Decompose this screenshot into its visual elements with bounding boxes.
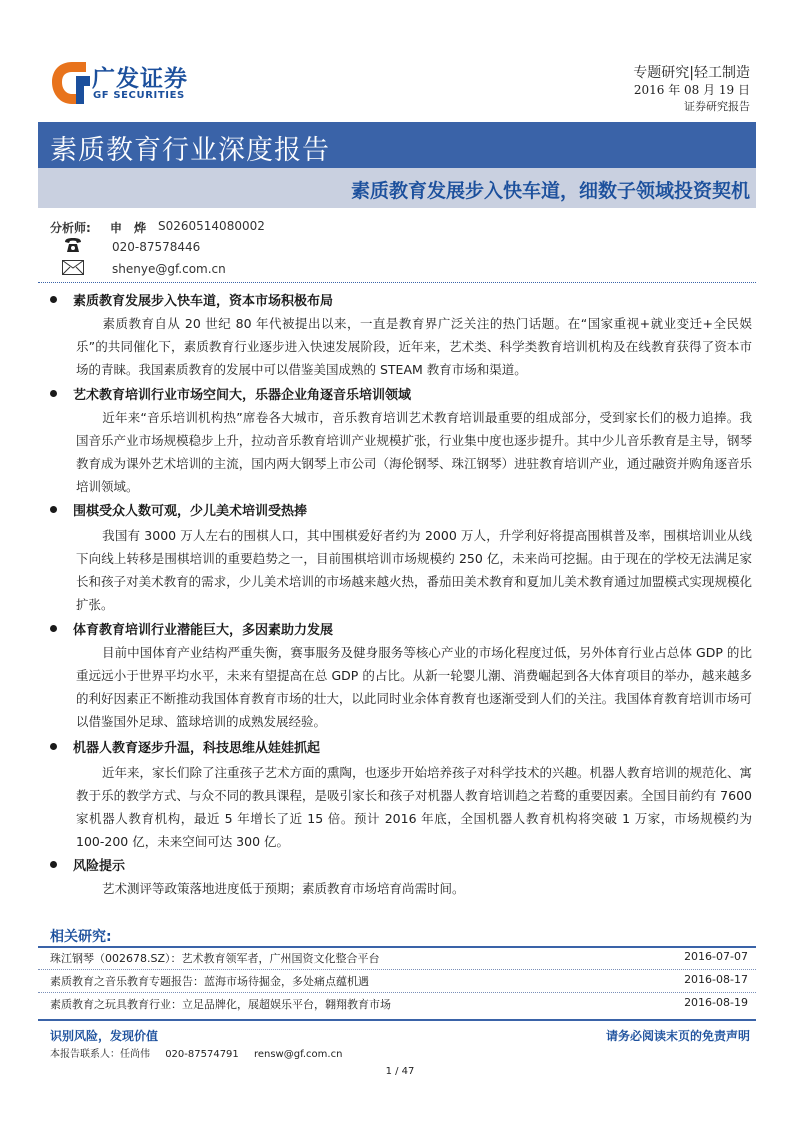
section-body: 艺术测评等政策落地进度低于预期；素质教育市场培育尚需时间。 [102, 881, 465, 896]
related-item-title[interactable]: 珠江钢琴（002678.SZ）：艺术教育领军者，广州国资文化整合平台 [50, 952, 380, 965]
divider [38, 992, 756, 993]
section-heading: 素质教育发展步入快车道，资本市场积极布局 [50, 290, 333, 309]
analyst-label: 分析师: [50, 221, 91, 235]
section-heading: 机器人教育逐步升温，科技思维从娃娃抓起 [50, 737, 320, 756]
divider [38, 282, 756, 283]
analyst-name: 申 烨 [110, 221, 147, 235]
footer-slogan: 识别风险，发现价值 [50, 1029, 159, 1043]
analyst-email[interactable]: shenye@gf.com.cn [112, 262, 226, 276]
phone-icon [64, 237, 82, 253]
section-body: 目前中国体育产业结构严重失衡，赛事服务及健身服务等核心产业的市场化程度过低，另外体育行业占总体 GDP 的比重远远小于世界平均水平，未来有望提高在总 GDP 的占比。从新一轮婴儿潮、消费崛起到各大体育项目的举办，越来越多的利好因素正不断推动我国体育教育市场的壮大，以此同时业余体育教育也逐渐受到人们的关注。我国体育教育培训市场可以借鉴国外足球、篮球培训的成熟发展经验。 [76, 645, 752, 729]
related-item-date: 2016-08-19 [684, 996, 748, 1009]
divider [38, 1019, 756, 1021]
mail-icon [62, 260, 84, 275]
divider [38, 946, 756, 948]
report-date: 2016 年 08 月 19 日 [633, 83, 750, 97]
footer-disclaimer-note: 请务必阅读末页的免责声明 [605, 1029, 750, 1043]
related-item-date: 2016-08-17 [684, 973, 748, 986]
bullet-icon [50, 743, 57, 750]
related-item-title[interactable]: 素质教育之玩具教育行业：立足品牌化，展超娱乐平台，翱翔教育市场 [50, 998, 391, 1011]
bullet-icon [50, 506, 57, 513]
section-body: 我国有 3000 万人左右的围棋人口，其中围棋爱好者约为 2000 万人，升学利好将提高围棋普及率，围棋培训业从线下向线上转移是围棋培训的重要趋势之一，目前围棋培训市场规模约 250 亿，未来尚可挖掘。由于现在的学校无法满足家长和孩子对美术教育的需求，少儿美术培训的市场越来越火热，番茄田美术教育和夏加儿美术教育通过加盟模式实现规模化扩张。 [76, 528, 752, 612]
divider [38, 969, 756, 970]
related-item[interactable] [50, 950, 748, 966]
report-title: 素质教育行业深度报告 [50, 135, 330, 166]
analyst-cert-number: S0260514080002 [158, 219, 265, 233]
related-item-title[interactable]: 素质教育之音乐教育专题报告：蓝海市场待掘金，多处痛点蕴机遇 [50, 975, 369, 988]
report-type: 证券研究报告 [684, 100, 750, 113]
section-body: 近年来，家长们除了注重孩子艺术方面的熏陶，也逐步开始培养孩子对科学技术的兴趣。机器人教育培训的规范化、寓教于乐的教学方式、与众不同的教具课程，是吸引家长和孩子对机器人教育培训趋之若鹜的重要因素。全国目前约有 7600 家机器人教育机构，最近 5 年增长了近 15 倍。预计 2016 年底，全国机器人教育机构将突破 1 万家，市场规模约为 100-200 亿，未来空间可达 300 亿。 [76, 765, 753, 849]
section-heading: 围棋受众人数可观，少儿美术培训受热捧 [50, 500, 307, 519]
related-item[interactable] [50, 973, 748, 989]
bullet-icon [50, 390, 57, 397]
footer-contact [50, 1045, 354, 1060]
bullet-icon [50, 861, 57, 868]
analyst-phone: 020-87578446 [112, 240, 201, 254]
section-body: 素质教育自从 20 世纪 80 年代被提出以来，一直是教育界广泛关注的热门话题。在“国家重视+就业变迁+全民娱乐”的共同催化下，素质教育行业逐步进入快速发展阶段，近年来，艺术类、科学类教育培训机构及在线教育获得了资本市场的青睐。我国素质教育的发展中可以借鉴美国成熟的 STEAM 教育市场和渠道。 [76, 316, 752, 377]
bullet-icon [50, 296, 57, 303]
report-subtitle: 素质教育发展步入快车道，细数子领域投资契机 [350, 180, 750, 202]
related-item[interactable] [50, 996, 748, 1012]
logo-chinese-name: 广发证券 [92, 66, 188, 92]
related-item-date: 2016-07-07 [684, 950, 748, 963]
bullet-icon [50, 625, 57, 632]
section-body: 近年来“音乐培训机构热”席卷各大城市，音乐教育培训艺术教育培训最重要的组成部分，受到家长们的极力追捧。我国音乐产业市场规模稳步上升，拉动音乐教育培训产业规模扩张，行业集中度也逐步提升。其中少儿音乐教育是主导，钢琴教育成为课外艺术培训的主流，国内两大钢琴上市公司（海伦钢琴、珠江钢琴）进驻教育培训产业，通过融资并购角逐音乐培训领域。 [76, 410, 752, 494]
section-heading: 风险提示 [50, 855, 125, 874]
related-research-title: 相关研究: [50, 929, 112, 945]
report-category: 专题研究|轻工制造 [633, 65, 750, 81]
footer-contact-email[interactable]: rensw@gf.com.cn [253, 1049, 343, 1060]
logo-english-name: GF SECURITIES [93, 90, 185, 101]
section-heading: 体育教育培训行业潜能巨大，多因素助力发展 [50, 619, 333, 638]
footer-contact-label: 本报告联系人：任尚伟 [50, 1049, 150, 1060]
section-heading: 艺术教育培训行业市场空间大，乐器企业角逐音乐培训领域 [50, 384, 411, 403]
page-number: 1 / 47 [385, 1066, 415, 1077]
footer-contact-phone: 020-87574791 [165, 1049, 239, 1060]
